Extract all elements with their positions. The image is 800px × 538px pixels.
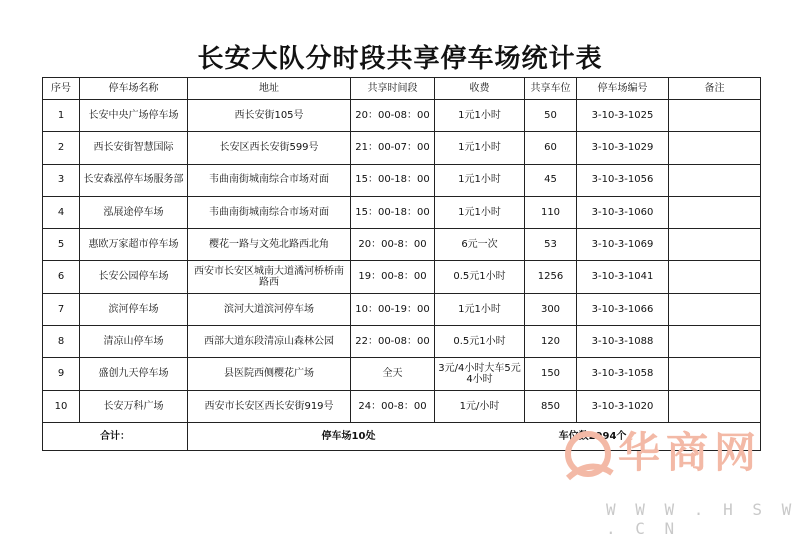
cell-time: 22：00-08：00 bbox=[351, 326, 435, 358]
table-row bbox=[43, 132, 761, 164]
cell-fee: 0.5元1小时 bbox=[435, 326, 525, 358]
watermark-text: 华商网 bbox=[618, 428, 763, 477]
table-row bbox=[43, 164, 761, 196]
cell-code: 3-10-3-1088 bbox=[577, 326, 669, 358]
cell-address: 长安区西长安街599号 bbox=[188, 132, 351, 164]
cell-remark bbox=[669, 261, 761, 293]
cell-remark bbox=[669, 326, 761, 358]
cell-address: 西安市长安区西长安街919号 bbox=[188, 390, 351, 422]
header-code: 停车场编号 bbox=[577, 78, 669, 100]
cell-remark bbox=[669, 196, 761, 228]
cell-name: 长安万科广场 bbox=[80, 390, 188, 422]
table-row bbox=[43, 229, 761, 261]
cell-address: 县医院西侧樱花广场 bbox=[188, 358, 351, 390]
cell-index: 2 bbox=[43, 132, 80, 164]
cell-spaces: 60 bbox=[525, 132, 577, 164]
cell-name: 长安中央广场停车场 bbox=[80, 100, 188, 132]
cell-code: 3-10-3-1056 bbox=[577, 164, 669, 196]
cell-index: 7 bbox=[43, 293, 80, 325]
cell-code: 3-10-3-1069 bbox=[577, 229, 669, 261]
cell-remark bbox=[669, 100, 761, 132]
header-address: 地址 bbox=[188, 78, 351, 100]
cell-code: 3-10-3-1041 bbox=[577, 261, 669, 293]
cell-code: 3-10-3-1025 bbox=[577, 100, 669, 132]
cell-spaces: 850 bbox=[525, 390, 577, 422]
watermark-url: W W W . H S W . C N bbox=[606, 500, 797, 538]
cell-index: 10 bbox=[43, 390, 80, 422]
cell-index: 9 bbox=[43, 358, 80, 390]
total-label: 合计： bbox=[43, 423, 188, 451]
total-lots: 停车场10处 bbox=[321, 430, 376, 442]
cell-time: 10：00-19：00 bbox=[351, 293, 435, 325]
cell-fee: 6元一次 bbox=[435, 229, 525, 261]
cell-code: 3-10-3-1060 bbox=[577, 196, 669, 228]
cell-name: 惠欧万家超市停车场 bbox=[80, 229, 188, 261]
cell-spaces: 1256 bbox=[525, 261, 577, 293]
table-row bbox=[43, 293, 761, 325]
cell-address: 西长安街105号 bbox=[188, 100, 351, 132]
cell-remark bbox=[669, 164, 761, 196]
total-spaces: 车位数2994个 bbox=[558, 430, 627, 442]
table-row bbox=[43, 261, 761, 293]
cell-time: 全天 bbox=[351, 358, 435, 390]
cell-address: 滨河大道滨河停车场 bbox=[188, 293, 351, 325]
cell-time: 20：00-08：00 bbox=[351, 100, 435, 132]
cell-remark bbox=[669, 229, 761, 261]
cell-spaces: 53 bbox=[525, 229, 577, 261]
cell-name: 长安公园停车场 bbox=[80, 261, 188, 293]
cell-time: 20：00-8：00 bbox=[351, 229, 435, 261]
cell-spaces: 150 bbox=[525, 358, 577, 390]
cell-time: 24：00-8：00 bbox=[351, 390, 435, 422]
header-row bbox=[43, 78, 761, 100]
header-spaces: 共享车位 bbox=[525, 78, 577, 100]
cell-address: 西安市长安区城南大道潏河桥桥南路西 bbox=[188, 261, 351, 293]
cell-address: 樱花一路与文苑北路西北角 bbox=[188, 229, 351, 261]
cell-fee: 3元/4小时大车5元4小时 bbox=[435, 358, 525, 390]
cell-fee: 1元1小时 bbox=[435, 100, 525, 132]
cell-time: 19：00-8：00 bbox=[351, 261, 435, 293]
parking-table bbox=[42, 77, 761, 451]
header-time: 共享时间段 bbox=[351, 78, 435, 100]
cell-fee: 0.5元1小时 bbox=[435, 261, 525, 293]
cell-time: 21：00-07：00 bbox=[351, 132, 435, 164]
cell-spaces: 50 bbox=[525, 100, 577, 132]
cell-code: 3-10-3-1020 bbox=[577, 390, 669, 422]
cell-fee: 1元1小时 bbox=[435, 293, 525, 325]
cell-code: 3-10-3-1029 bbox=[577, 132, 669, 164]
cell-code: 3-10-3-1058 bbox=[577, 358, 669, 390]
table-row bbox=[43, 196, 761, 228]
header-index: 序号 bbox=[43, 78, 80, 100]
cell-index: 8 bbox=[43, 326, 80, 358]
cell-name: 西长安街智慧国际 bbox=[80, 132, 188, 164]
header-name: 停车场名称 bbox=[80, 78, 188, 100]
cell-index: 1 bbox=[43, 100, 80, 132]
cell-name: 泓展途停车场 bbox=[80, 196, 188, 228]
cell-index: 6 bbox=[43, 261, 80, 293]
cell-fee: 1元/小时 bbox=[435, 390, 525, 422]
cell-remark bbox=[669, 358, 761, 390]
cell-spaces: 110 bbox=[525, 196, 577, 228]
cell-name: 清凉山停车场 bbox=[80, 326, 188, 358]
cell-fee: 1元1小时 bbox=[435, 132, 525, 164]
cell-spaces: 300 bbox=[525, 293, 577, 325]
cell-time: 15：00-18：00 bbox=[351, 196, 435, 228]
cell-name: 滨河停车场 bbox=[80, 293, 188, 325]
table-title: 长安大队分时段共享停车场统计表 bbox=[197, 44, 603, 74]
table-row bbox=[43, 326, 761, 358]
cell-index: 5 bbox=[43, 229, 80, 261]
cell-code: 3-10-3-1066 bbox=[577, 293, 669, 325]
cell-address: 西部大道东段清凉山森林公园 bbox=[188, 326, 351, 358]
cell-remark bbox=[669, 132, 761, 164]
header-remark: 备注 bbox=[669, 78, 761, 100]
cell-spaces: 120 bbox=[525, 326, 577, 358]
header-fee: 收费 bbox=[435, 78, 525, 100]
cell-spaces: 45 bbox=[525, 164, 577, 196]
cell-address: 韦曲南街城南综合市场对面 bbox=[188, 164, 351, 196]
cell-fee: 1元1小时 bbox=[435, 196, 525, 228]
cell-address: 韦曲南街城南综合市场对面 bbox=[188, 196, 351, 228]
cell-remark bbox=[669, 293, 761, 325]
table-row bbox=[43, 358, 761, 390]
cell-index: 4 bbox=[43, 196, 80, 228]
table-row bbox=[43, 100, 761, 132]
cell-fee: 1元1小时 bbox=[435, 164, 525, 196]
cell-name: 长安森泓停车场服务部 bbox=[80, 164, 188, 196]
cell-time: 15：00-18：00 bbox=[351, 164, 435, 196]
cell-name: 盛创九天停车场 bbox=[80, 358, 188, 390]
cell-index: 3 bbox=[43, 164, 80, 196]
